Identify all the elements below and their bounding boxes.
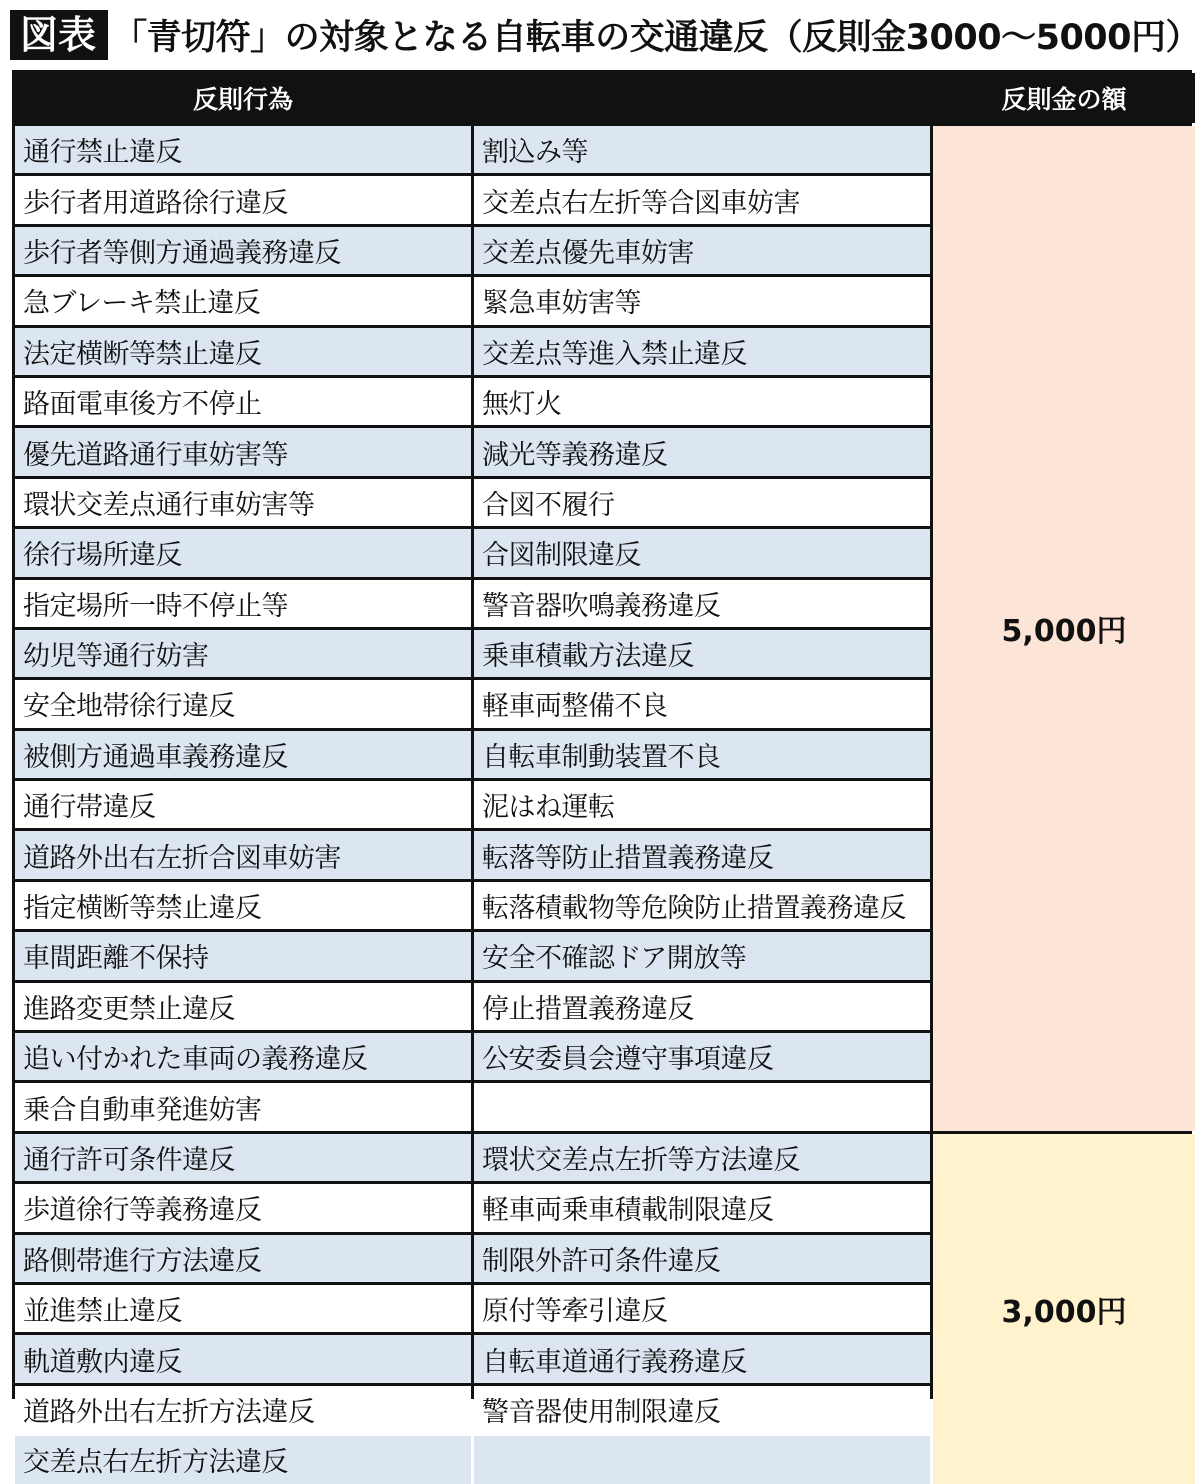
header-violation: 反則行為 <box>15 73 471 123</box>
violation-cell: 減光等義務違反 <box>474 428 930 475</box>
header-fine-amount: 反則金の額 <box>933 73 1195 123</box>
violation-cell <box>474 1083 930 1130</box>
violation-cell: 徐行場所違反 <box>15 529 471 576</box>
violation-cell: 無灯火 <box>474 378 930 425</box>
violation-cell: 軽車両乗車積載制限違反 <box>474 1184 930 1231</box>
violation-cell: 進路変更禁止違反 <box>15 983 471 1030</box>
violation-cell: 軌道敷内違反 <box>15 1335 471 1382</box>
violation-cell: 路面電車後方不停止 <box>15 378 471 425</box>
violation-cell: 歩行者用道路徐行違反 <box>15 176 471 223</box>
violation-cell: 歩道徐行等義務違反 <box>15 1184 471 1231</box>
violation-cell: 被側方通過車義務違反 <box>15 731 471 778</box>
violation-table <box>12 70 1192 1479</box>
violation-cell: 自転車道通行義務違反 <box>474 1335 930 1382</box>
header-violation-2 <box>474 73 930 123</box>
violation-cell: 軽車両整備不良 <box>474 680 930 727</box>
violation-cell: 安全不確認ドア開放等 <box>474 932 930 979</box>
violation-cell: 通行禁止違反 <box>15 126 471 173</box>
violation-cell: 乗合自動車発進妨害 <box>15 1083 471 1130</box>
violation-cell: 乗車積載方法違反 <box>474 630 930 677</box>
violation-cell: 環状交差点通行車妨害等 <box>15 479 471 526</box>
violation-cell: 合図制限違反 <box>474 529 930 576</box>
violation-cell: 泥はね運転 <box>474 781 930 828</box>
violation-cell: 原付等牽引違反 <box>474 1285 930 1332</box>
violation-cell: 停止措置義務違反 <box>474 983 930 1030</box>
violation-cell: 制限外許可条件違反 <box>474 1235 930 1282</box>
violation-cell: 道路外出右左折方法違反 <box>15 1386 471 1433</box>
figure-title-text: 「青切符」の対象となる自転車の交通違反（反則金3000〜5000円） <box>112 18 1200 58</box>
violation-cell: 割込み等 <box>474 126 930 173</box>
violation-cell <box>474 1436 930 1483</box>
violation-cell: 指定場所一時不停止等 <box>15 580 471 627</box>
violation-cell: 交差点等進入禁止違反 <box>474 328 930 375</box>
violation-cell: 幼児等通行妨害 <box>15 630 471 677</box>
violation-cell: 警音器使用制限違反 <box>474 1386 930 1433</box>
violation-cell: 通行帯違反 <box>15 781 471 828</box>
figure-title <box>10 10 1200 60</box>
fine-amount-5000: 5,000円 <box>933 126 1195 1131</box>
violation-cell: 合図不履行 <box>474 479 930 526</box>
violation-cell: 通行許可条件違反 <box>15 1134 471 1181</box>
violation-cell: 車間距離不保持 <box>15 932 471 979</box>
violation-cell: 法定横断等禁止違反 <box>15 328 471 375</box>
violation-cell: 転落等防止措置義務違反 <box>474 831 930 878</box>
violation-cell: 緊急車妨害等 <box>474 277 930 324</box>
fine-amount-3000: 3,000円 <box>933 1134 1195 1484</box>
violation-cell: 公安委員会遵守事項違反 <box>474 1033 930 1080</box>
violation-cell: 環状交差点左折等方法違反 <box>474 1134 930 1181</box>
violation-cell: 道路外出右左折合図車妨害 <box>15 831 471 878</box>
figure-label: 図表 <box>10 10 108 60</box>
violation-cell: 優先道路通行車妨害等 <box>15 428 471 475</box>
violation-cell: 並進禁止違反 <box>15 1285 471 1332</box>
violation-cell: 歩行者等側方通過義務違反 <box>15 227 471 274</box>
violation-cell: 追い付かれた車両の義務違反 <box>15 1033 471 1080</box>
violation-cell: 路側帯進行方法違反 <box>15 1235 471 1282</box>
violation-cell: 自転車制動装置不良 <box>474 731 930 778</box>
violation-cell: 転落積載物等危険防止措置義務違反 <box>474 882 930 929</box>
violation-cell: 指定横断等禁止違反 <box>15 882 471 929</box>
violation-cell: 交差点右左折方法違反 <box>15 1436 471 1483</box>
violation-cell: 交差点優先車妨害 <box>474 227 930 274</box>
violation-cell: 急ブレーキ禁止違反 <box>15 277 471 324</box>
violation-cell: 安全地帯徐行違反 <box>15 680 471 727</box>
violation-cell: 交差点右左折等合図車妨害 <box>474 176 930 223</box>
violation-cell: 警音器吹鳴義務違反 <box>474 580 930 627</box>
